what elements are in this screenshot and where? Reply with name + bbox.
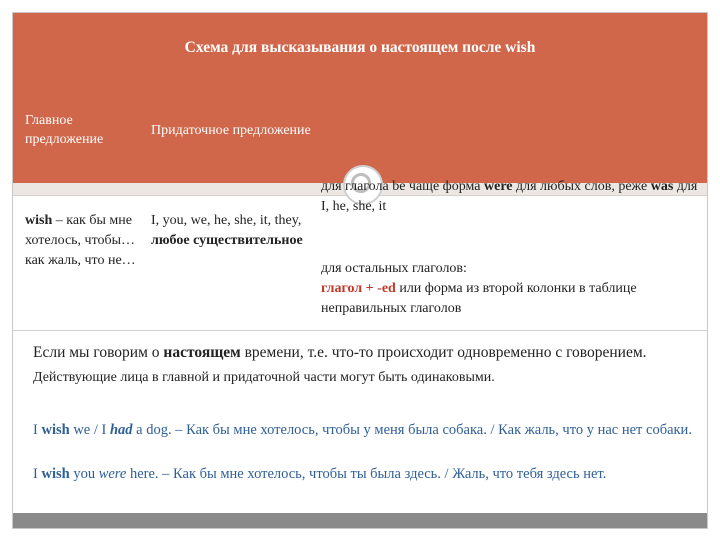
example-clause: we / I: [69, 422, 110, 438]
footer-bar: [13, 513, 707, 528]
header-panel: [13, 13, 707, 183]
explanation-paragraph: [33, 341, 693, 389]
wish-meaning: – как бы мне хотелось, чтобы… как жаль, что не…: [25, 213, 136, 268]
be-rule-text-mid: для любых слов, реже: [512, 179, 651, 194]
example-2: [33, 463, 693, 485]
subjects-cell: [151, 211, 309, 251]
wish-cell: [25, 211, 143, 271]
other-verbs-cell: [321, 259, 701, 319]
be-rule-text-end: для I, he, she, it: [321, 179, 698, 214]
example-verb: had: [109, 422, 133, 438]
verb-ed-formula: глагол + -ed: [321, 281, 396, 296]
wish-word: wish: [25, 213, 53, 228]
explanation-text: Если мы говорим о: [33, 344, 164, 361]
table-divider: [13, 330, 707, 331]
be-rule-text: для глагола be чаще форма: [321, 179, 484, 194]
slide-title: Схема для высказывания о настоящем после wish: [184, 39, 536, 56]
be-were: were: [484, 179, 513, 194]
sub-clause-heading: Придаточное предложение: [151, 123, 311, 138]
other-verbs-intro: для остальных глаголов:: [321, 261, 467, 276]
slide: [12, 12, 708, 529]
main-clause-heading: Главное предложение: [25, 113, 104, 147]
explanation-text-2: времени, т.е. что-то происходит одновременно с говорением.: [240, 344, 647, 361]
present-word: настоящем: [163, 344, 241, 361]
example-translation: here. – Как бы мне хотелось, чтобы ты была здесь. / Жаль, что тебя здесь нет.: [126, 466, 607, 482]
example-verb: were: [98, 466, 127, 482]
be-rule-cell: [321, 177, 701, 217]
be-was: was: [650, 179, 674, 194]
example-1: [33, 419, 693, 441]
explanation-text-3: Действующие лица в главной и придаточной части могут быть одинаковыми.: [33, 370, 495, 385]
example-subject: I: [33, 466, 42, 482]
example-translation: a dog. – Как бы мне хотелось, чтобы у меня была собака. / Как жаль, что у нас нет собаки.: [132, 422, 692, 438]
other-verbs-text: или форма из второй колонки в таблице неправильных глаголов: [321, 281, 637, 316]
any-noun: любое существительное: [151, 233, 303, 248]
example-wish: wish: [41, 422, 70, 438]
example-wish: wish: [41, 466, 70, 482]
example-clause: you: [69, 466, 99, 482]
subjects-list: I, you, we, he, she, it, they,: [151, 213, 302, 228]
example-subject: I: [33, 422, 42, 438]
